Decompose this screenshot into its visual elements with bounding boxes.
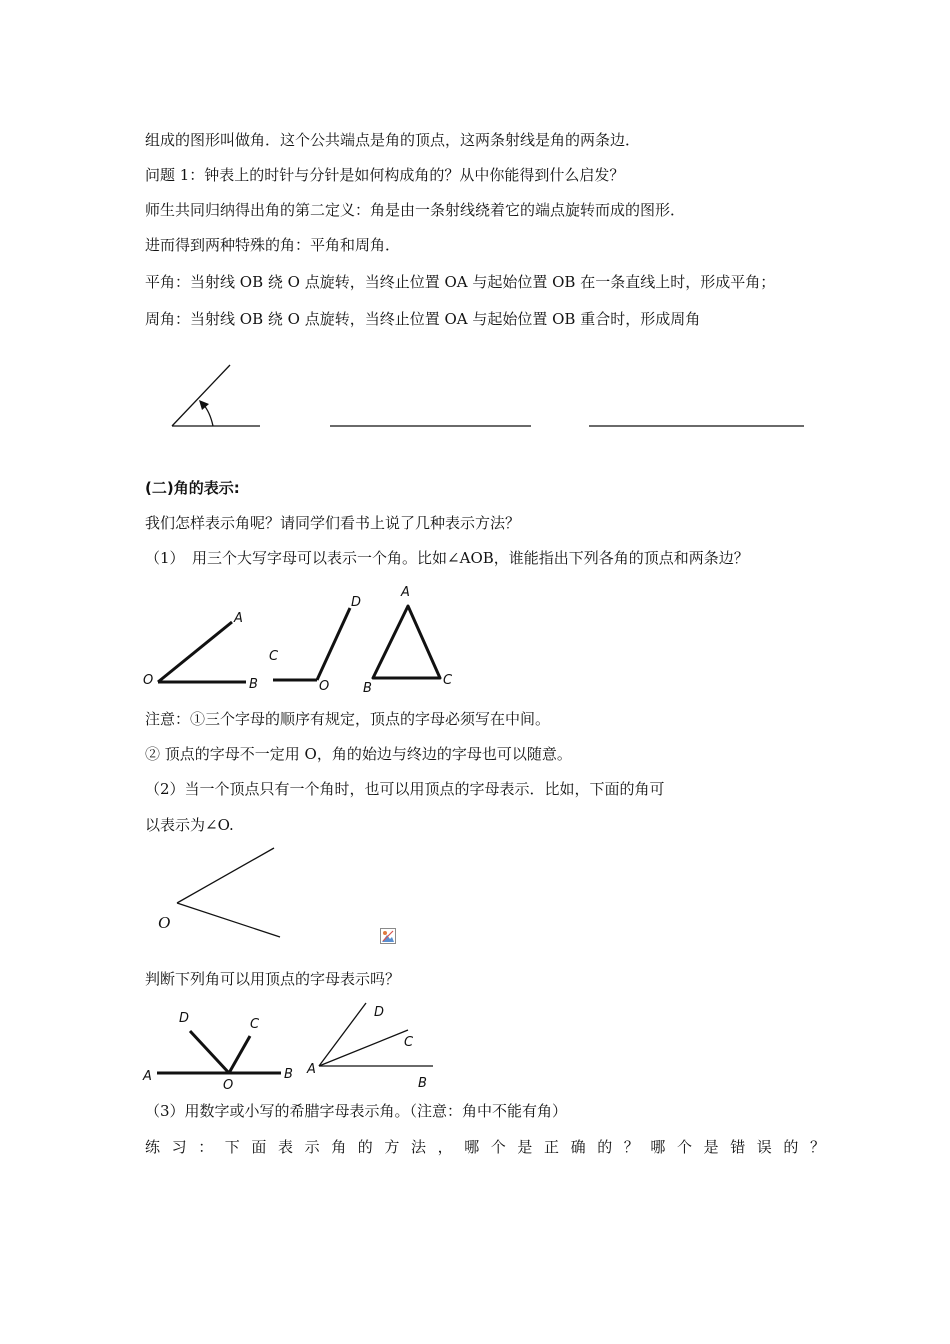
- fig2-label-c: C: [269, 649, 279, 664]
- text-line-5: 平角：当射线 OB 绕 O 点旋转，当终止位置 OA 与起始位置 OB 在一条直线上时，形成平角；: [145, 273, 776, 291]
- fig4-label-o: O: [158, 913, 171, 932]
- fig1-label-o: O: [143, 673, 154, 688]
- fig5-label-b: B: [284, 1067, 293, 1082]
- fig3-label-a: A: [401, 585, 410, 600]
- text-line-11: （2）当一个顶点只有一个角时，也可以用顶点的字母表示．比如，下面的角可: [145, 780, 665, 798]
- text-line-14: （3）用数字或小写的希腊字母表示角。（注意：角中不能有角）: [145, 1102, 568, 1120]
- fig1-label-b: B: [249, 677, 258, 692]
- fig3-label-b: B: [363, 681, 372, 696]
- text-line-3: 师生共同归纳得出角的第二定义：角是由一条射线绕着它的端点旋转而成的图形．: [145, 201, 686, 219]
- text-line-8: （1） 用三个大写字母可以表示一个角。比如∠AOB，谁能指出下列各角的顶点和两条边？: [145, 549, 749, 567]
- text-line-7: 我们怎样表示角呢？请同学们看书上说了几种表示方法？: [145, 514, 521, 532]
- section-heading: (二)角的表示:: [145, 479, 240, 497]
- text-line-12: 以表示为∠O.: [145, 816, 234, 834]
- fig6-label-c: C: [404, 1035, 414, 1050]
- text-line-1: 组成的图形叫做角．这个公共端点是角的顶点，这两条射线是角的两条边．: [145, 131, 641, 149]
- fig3-label-c: C: [443, 673, 453, 688]
- text-line-10: ② 顶点的字母不一定用 O，角的始边与终边的字母也可以随意。: [145, 745, 572, 763]
- text-line-6: 周角：当射线 OB 绕 O 点旋转，当终止位置 OA 与起始位置 OB 重合时，形成周角: [145, 310, 701, 328]
- text-line-13: 判断下列角可以用顶点的字母表示吗？: [145, 970, 401, 988]
- fig5-label-a: A: [143, 1069, 152, 1084]
- text-line-2: 问题 1：钟表上的时针与分针是如何构成角的？从中你能得到什么启发？: [145, 166, 625, 184]
- fig6-label-d: D: [374, 1005, 385, 1020]
- text-line-4: 进而得到两种特殊的角：平角和周角．: [145, 236, 401, 254]
- text-line-15: 练习：下面表示角的方法，哪个是正确的？哪个是错误的？: [145, 1138, 837, 1156]
- fig5-label-d: D: [179, 1011, 190, 1026]
- fig5-label-o: O: [223, 1078, 234, 1093]
- fig2-label-d: D: [351, 595, 362, 610]
- fig5-label-c: C: [250, 1017, 260, 1032]
- text-line-9: 注意：①三个字母的顺序有规定，顶点的字母必须写在中间。: [145, 710, 551, 728]
- fig2-label-o: O: [319, 679, 330, 694]
- fig6-label-a: A: [307, 1062, 316, 1077]
- fig6-label-b: B: [418, 1076, 427, 1091]
- fig1-label-a: A: [234, 611, 243, 626]
